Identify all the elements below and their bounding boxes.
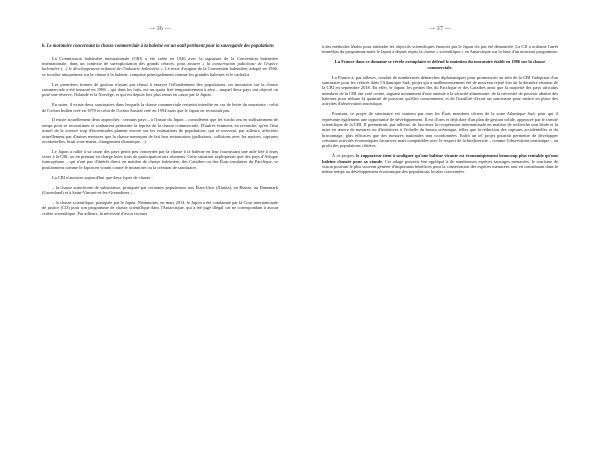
page-number: — 37 — — [428, 26, 452, 32]
left-page-body — [42, 56, 278, 216]
text-run: La Commission baleinière internationale (CBI) a été créée en 1946 avec la signature de la Convention baleinière internationale, dans un contexte de surexploitation des grands cétacés, pour assurer « — [42, 55, 278, 66]
page-number: — 36 — — [148, 26, 172, 32]
text-run: . Cet adage pourrait être appliqué à de nombreuses espèces sauvages menacées, le tourisme de vision pouvant le plus souvent générer d'importants bénéfices pour la conservation des espèces menacées tout en contribuant dans le même temps au développement économique des populations locales concernées. — [322, 158, 558, 175]
paragraph — [322, 44, 558, 55]
left-page — [42, 0, 278, 449]
text-run: La France dans ce domaine se révèle exemplaire et défend le maintien du moratoire établi en 1986 sur la chasse commerciale. — [334, 59, 546, 70]
text-run: La CBI n'autorise aujourd'hui que deux types de chasse : — [52, 174, 153, 180]
paragraph — [42, 117, 278, 144]
text-run: Les premières formes de gestion n'ayant pas réussi à enrayer l'effondrement des populations, un moratoire sur la chasse commerciale a été instauré en 1986 – qui dans les faits, est un quota fixé temporairement à zéro – auquel deux pays ont objecté ou posé une réserve, l'Islande et la Norvège, et qui est depuis lors plus remis en cause par le Japon. — [42, 81, 278, 98]
text-run: à des méthodes létales pour atteindre les objectifs scientifiques énoncés par le Japon n'a pas été démontrée. La CIJ a ordonné l'arrêt immédiat du programme mais le Japon a depuis repris la chasse « scientifique » en Antarctique sur la base d'un nouveau programme. — [322, 44, 558, 55]
text-run: En outre, il existe deux sanctuaires dans lesquels la chasse commerciale restreint interdite en cas de levée du moratoire : celui de l'océan Indien créé en 1979 et celui de l'océan Austral créé en 1994 mais que le Japon ne reconnaît pas. — [42, 102, 278, 113]
text-run: Il existe actuellement deux approches : certains pays – à l'instar du Japon – considèrent que les stocks ont eu suffisamment de temps pour se reconstituer et souhaitent permettre la reprise de la chasse commerciale. D'autres estiment, en revanche, qu'en l'état actuel de la science trop d'incertitudes planent encore sur les estimations de populations, qui se trouvent, par ailleurs, affectées actuellement par d'autres menaces que la chasse menaçant de fait leur restauration (pollutions, collisions avec les navires, captures accidentelles, bruit sous-marin, changement climatique…). — [42, 117, 278, 144]
text-run: La France a, par ailleurs, conduit de nombreuses démarches diplomatiques pour promouvoir au sein de la CBI l'adoption d'un sanctuaire pour les cétacés dans l'Atlantique Sud, projet qui a malheureusement été de nouveau rejeté lors de la dernière réunion de la CBI en septembre 2018. En effet, le Japon, les petites îles du Pacifique et des Caraïbes ainsi que la majorité des pays africains membres de la CBI ont voté contre, arguant notamment d'une atteinte à la sécurité alimentaire, de la nécessité de pouvoir abattre des baleines pour réduire la quantité de poissons qu'elles consomment, et de l'inutilité d'avoir un sanctuaire pour mettre en place des activités d'observation touristique. — [322, 74, 558, 107]
paragraph — [322, 111, 558, 148]
paragraph — [42, 175, 278, 180]
paragraph — [322, 59, 558, 70]
paragraph — [42, 200, 278, 216]
paragraph — [42, 82, 278, 98]
bold-text: le rapporteur tient à souligner qu'une baleine vivante est économiquement beaucoup plus rentable qu'une baleine chassée pour sa viande — [322, 153, 558, 164]
paragraph — [42, 56, 278, 77]
text-run: Pourtant, ce projet de sanctuaire est soutenu par tous les États membres côtiers de la zone Atlantique Sud, pour qui il représente également une opportunité de développement. Il est d'ores et déjà doté d'un plan de gestion solide, approuvé par le comité scientifique de la CBI. Il permettrait, par ailleurs, de favoriser la coopération internationale en matière de recherche non létale et la mise en œuvre de mesures ou d'initiatives à l'échelle du bassin océanique, telles que la réduction des captures accidentelles et du braconnage, plus efficaces que des mesures nationales non coordonnées. Enfin un tel projet pourrait permettre de développer certaines activités économiques lucratives mais compatibles avec le respect de la biodiversité – comme l'observation touristique – au profit des populations côtières. — [322, 111, 558, 149]
right-page — [322, 0, 558, 449]
paragraph — [42, 149, 278, 170]
text-run: – la chasse autochtone de subsistance, pratiquée par certaines populations aux États-Unis (Alaska), en Russie, au Danemark (Groenland) et à Saint-Vincent-et-les-Grenadines ; — [42, 184, 278, 196]
text-run: ». Le texte d'origine de la Convention baleinière, adopté en 1946, se focalise uniquement sur la chasse à la baleine, comprise principalement comme les grandes baleines et le cachalot. — [42, 66, 278, 77]
paragraph — [42, 102, 278, 113]
italic-text: la conservation judicieuse de l'espèce baleinière (...) le développement ordonné de l'industrie baleinière — [42, 60, 278, 72]
paragraph — [322, 75, 558, 107]
right-page-body — [322, 44, 558, 175]
paragraph — [322, 153, 558, 174]
paragraph — [42, 185, 278, 196]
section-heading: b. Le moratoire concernant la chasse commerciale à la baleine est un outil pertinent pour la sauvegarde des populations — [42, 44, 274, 49]
text-run: Le Japon a rallié à sa cause des pays petits peu concernés par la chasse à la baleine en leur fournissant une aide liée à leurs votes à la CBI, ou en prenant en charge leurs frais de participation aux réunions. Cette situation expliquerait que des pays d'Afrique francophone – qui n'ont pas d'intérêt direct en matière de chasse baleinière, des Caraïbes ou des États insulaires du Pacifique, se positionnent comme le Japon en votant contre le moratoire ou la création de sanctuaire. — [42, 148, 278, 170]
text-run: – la chasse scientifique, pratiquée par le Japon. Néanmoins, en mars 2014, le Japon a été condamné par la Cour internationale de justice (CIJ) pour son programme de chasse scientifique dans l'Antarctique, qui a été jugé illégal car ne correspondant à aucun critère scientifique. Par ailleurs, la nécessité d'avoir recours — [42, 199, 278, 216]
text-run: À ce propos, — [332, 153, 357, 159]
